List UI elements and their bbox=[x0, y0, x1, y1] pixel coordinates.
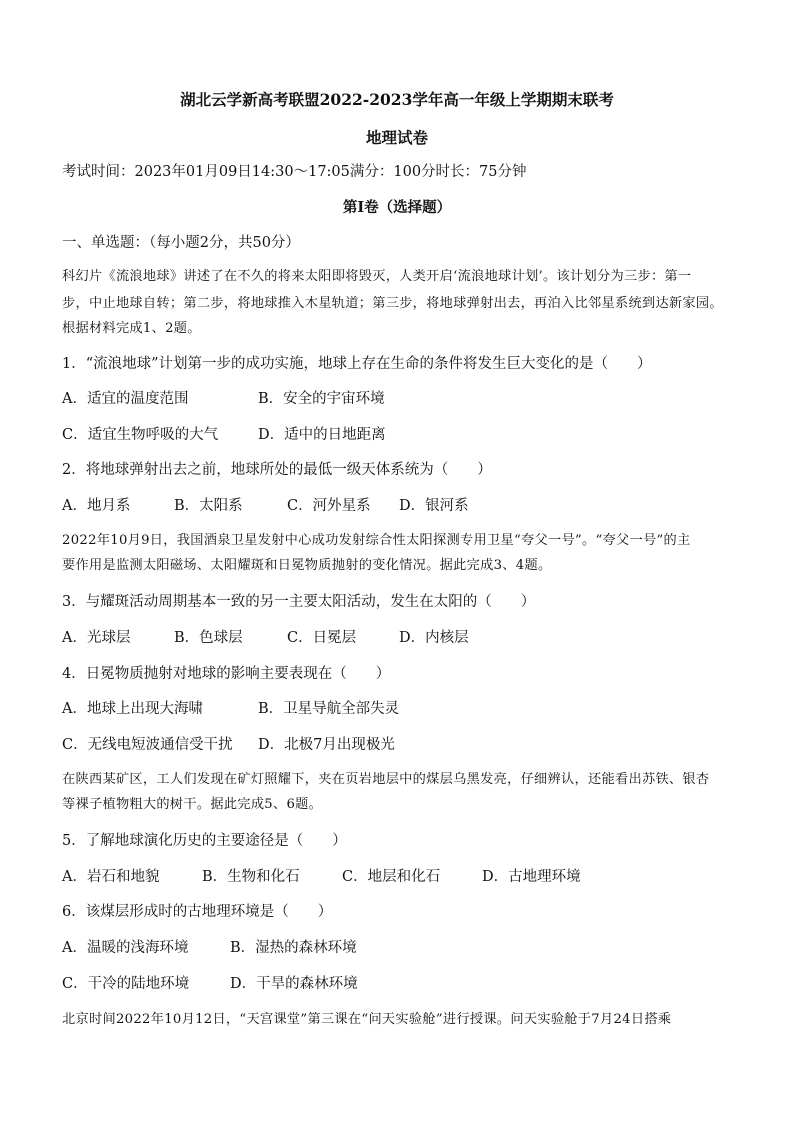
option-c: C．日冕层 bbox=[287, 630, 357, 646]
option-c: C．干冷的陆地环境 bbox=[62, 976, 190, 992]
option-d: D．北极7月出现极光 bbox=[258, 737, 395, 753]
option-a: A．温暖的浅海环境 bbox=[62, 940, 189, 956]
option-a: A．适宜的温度范围 bbox=[62, 391, 189, 407]
question-stem: 3．与耀斑活动周期基本一致的另一主要太阳活动，发生在太阳的（ ） bbox=[62, 594, 536, 610]
option-c: C．无线电短波通信受干扰 bbox=[62, 737, 233, 753]
option-b: B．生物和化石 bbox=[202, 869, 300, 885]
option-b: B．安全的宇宙环境 bbox=[258, 391, 385, 407]
question-stem: 5．了解地球演化历史的主要途径是（ ） bbox=[62, 833, 347, 849]
section-title: 一、单选题：（每小题2分，共50分） bbox=[62, 235, 300, 251]
passage-line: 等裸子植物粗大的树干。据此完成5、6题。 bbox=[62, 797, 323, 812]
option-b: B．太阳系 bbox=[174, 498, 243, 514]
exam-title: 湖北云学新高考联盟2022-2023学年高一年级上学期期末联考 bbox=[180, 90, 614, 109]
passage-line: 2022年10月9日，我国酒泉卫星发射中心成功发射综合性太阳探测专用卫星“夸父一号”。“夸父一号”的主 bbox=[62, 533, 691, 548]
option-a: A．地月系 bbox=[62, 498, 131, 514]
option-b: B．卫星导航全部失灵 bbox=[258, 701, 400, 717]
subject-title: 地理试卷 bbox=[365, 128, 428, 147]
question-stem: 2．将地球弹射出去之前，地球所处的最低一级天体系统为（ ） bbox=[62, 462, 492, 478]
passage-line: 在陕西某矿区，工人们发现在矿灯照耀下，夹在页岩地层中的煤层乌黑发亮，仔细辨认，还能看出苏铁、银杏 bbox=[62, 772, 710, 787]
passage-line: 科幻片《流浪地球》讲述了在不久的将来太阳即将毁灭，人类开启‘流浪地球计划’。该计划分为三步：第一 bbox=[62, 269, 692, 284]
option-b: B．湿热的森林环境 bbox=[230, 940, 357, 956]
option-b: B．色球层 bbox=[174, 630, 243, 646]
passage-line: 步，中止地球自转；第二步，将地球推入木星轨道；第三步，将地球弹射出去，再泊入比邻星系统到达新家园。 bbox=[62, 296, 723, 311]
question-stem: 6．该煤层形成时的古地理环境是（ ） bbox=[62, 904, 333, 920]
question-stem: 1．“流浪地球”计划第一步的成功实施，地球上存在生命的条件将发生巨大变化的是（ ） bbox=[62, 356, 652, 372]
question-stem: 4．日冕物质抛射对地球的影响主要表现在（ ） bbox=[62, 666, 391, 682]
part-title: 第I卷（选择题） bbox=[342, 199, 452, 216]
option-d: D．适中的日地距离 bbox=[258, 427, 386, 443]
option-d: D．内核层 bbox=[399, 630, 469, 646]
option-c: C．河外星系 bbox=[287, 498, 371, 514]
option-a: A．光球层 bbox=[62, 630, 131, 646]
option-c: C．地层和化石 bbox=[342, 869, 441, 885]
option-a: A．地球上出现大海啸 bbox=[62, 701, 203, 717]
option-d: D．银河系 bbox=[399, 498, 469, 514]
passage-line: 根据材料完成1、2题。 bbox=[62, 321, 201, 336]
passage-line: 北京时间2022年10月12日，“天宫课堂”第三课在“问天实验舱”进行授课。问天实验舱于7月24日搭乘 bbox=[62, 1012, 672, 1027]
option-d: D．干旱的森林环境 bbox=[230, 976, 358, 992]
option-c: C．适宜生物呼吸的大气 bbox=[62, 427, 219, 443]
option-d: D．古地理环境 bbox=[482, 869, 581, 885]
passage-line: 要作用是监测太阳磁场、太阳耀斑和日冕物质抛射的变化情况。据此完成3、4题。 bbox=[62, 558, 552, 573]
exam-info: 考试时间：2023年01月09日14:30～17:05满分：100分时长：75分钟 bbox=[62, 164, 527, 180]
option-a: A．岩石和地貌 bbox=[62, 869, 160, 885]
